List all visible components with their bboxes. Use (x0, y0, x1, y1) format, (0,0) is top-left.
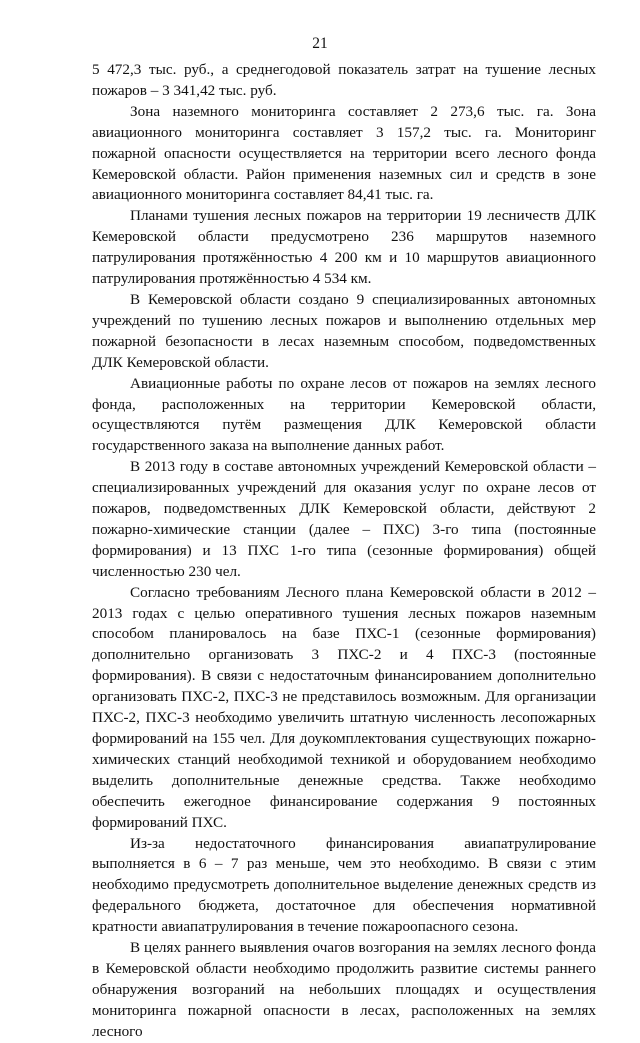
paragraph-aviation-patrol-funding: Из-за недостаточного финансирования авиапатрулирование выполняется в 6 – 7 раз меньше, чем это необходимо. В связи с этим необходимо предусмотреть дополнительное выделение денежных средств из федерального бюджета, достаточное для обеспечения нормативной кратности авиапатрулирования в течение пожароопасного сезона. (92, 834, 596, 936)
page-number: 21 (312, 35, 328, 52)
paragraph-patrol-routes: Планами тушения лесных пожаров на территории 19 лесничеств ДЛК Кемеровской области предусмотрено 236 маршрутов наземного патрулирования протяжённостью 4 200 км и 10 маршрутов авиационного патрулирования протяжённостью 4 534 км. (92, 207, 596, 288)
paragraph-autonomous-institutions: В Кемеровской области создано 9 специализированных автономных учреждений по тушению лесных пожаров и выполнению отдельных мер пожарной безопасности в лесах наземным способом, подведомственных ДЛК Кемеровской области. (92, 290, 596, 371)
document-body (92, 60, 596, 1043)
paragraph-aviation-works: Авиационные работы по охране лесов от пожаров на землях лесного фонда, расположенных на территории Кемеровской области, осуществляются путём размещения ДЛК Кемеровской области государственного заказа на выполнение данных работ. (92, 374, 596, 455)
paragraph-continuation: 5 472,3 тыс. руб., а среднегодовой показатель затрат на тушение лесных пожаров – 3 341,42 тыс. руб. (92, 61, 596, 99)
paragraph-early-detection: В целях раннего выявления очагов возгорания на землях лесного фонда в Кемеровской области необходимо продолжить развитие системы раннего обнаружения возгораний на небольших площадях и осуществления мониторинга пожарной опасности в лесах, расположенных на землях лесного (92, 939, 596, 1040)
paragraph-forest-plan-requirements: Согласно требованиям Лесного плана Кемеровской области в 2012 – 2013 годах с целью оперативного тушения лесных пожаров наземным способом планировалось на базе ПХС-1 (сезонные формирования) дополнительно организовать 3 ПХС-2 и 4 ПХС-3 (постоянные формирования). В связи с недостаточным финансированием дополнительно организовать ПХС-2, ПХС-3 не представилось возможным. Для организации ПХС-2, ПХС-3 необходимо увеличить штатную численность лесопожарных формирований на 155 чел. Для доукомплектования существующих пожарно-химических станций необходимой техникой и оборудованием необходимо выделить дополнительные денежные средства. Также необходимо обеспечить ежегодное финансирование содержания 9 постоянных формирований ПХС. (92, 583, 596, 831)
paragraph-fire-stations-2013: В 2013 году в составе автономных учреждений Кемеровской области – специализированных учреждений для оказания услуг по охране лесов от пожаров, подведомственных ДЛК Кемеровской области, действуют 2 пожарно-химические станции (далее – ПХС) 3-го типа (постоянные формирования) и 13 ПХС 1-го типа (сезонные формирования) общей численностью 230 чел. (92, 458, 596, 580)
paragraph-monitoring-zones: Зона наземного мониторинга составляет 2 273,6 тыс. га. Зона авиационного мониторинга составляет 3 157,2 тыс. га. Мониторинг пожарной опасности осуществляется на территории всего лесного фонда Кемеровской области. Район применения наземных сил и средств в зоне авиационного мониторинга составляет 84,41 тыс. га. (92, 102, 596, 204)
